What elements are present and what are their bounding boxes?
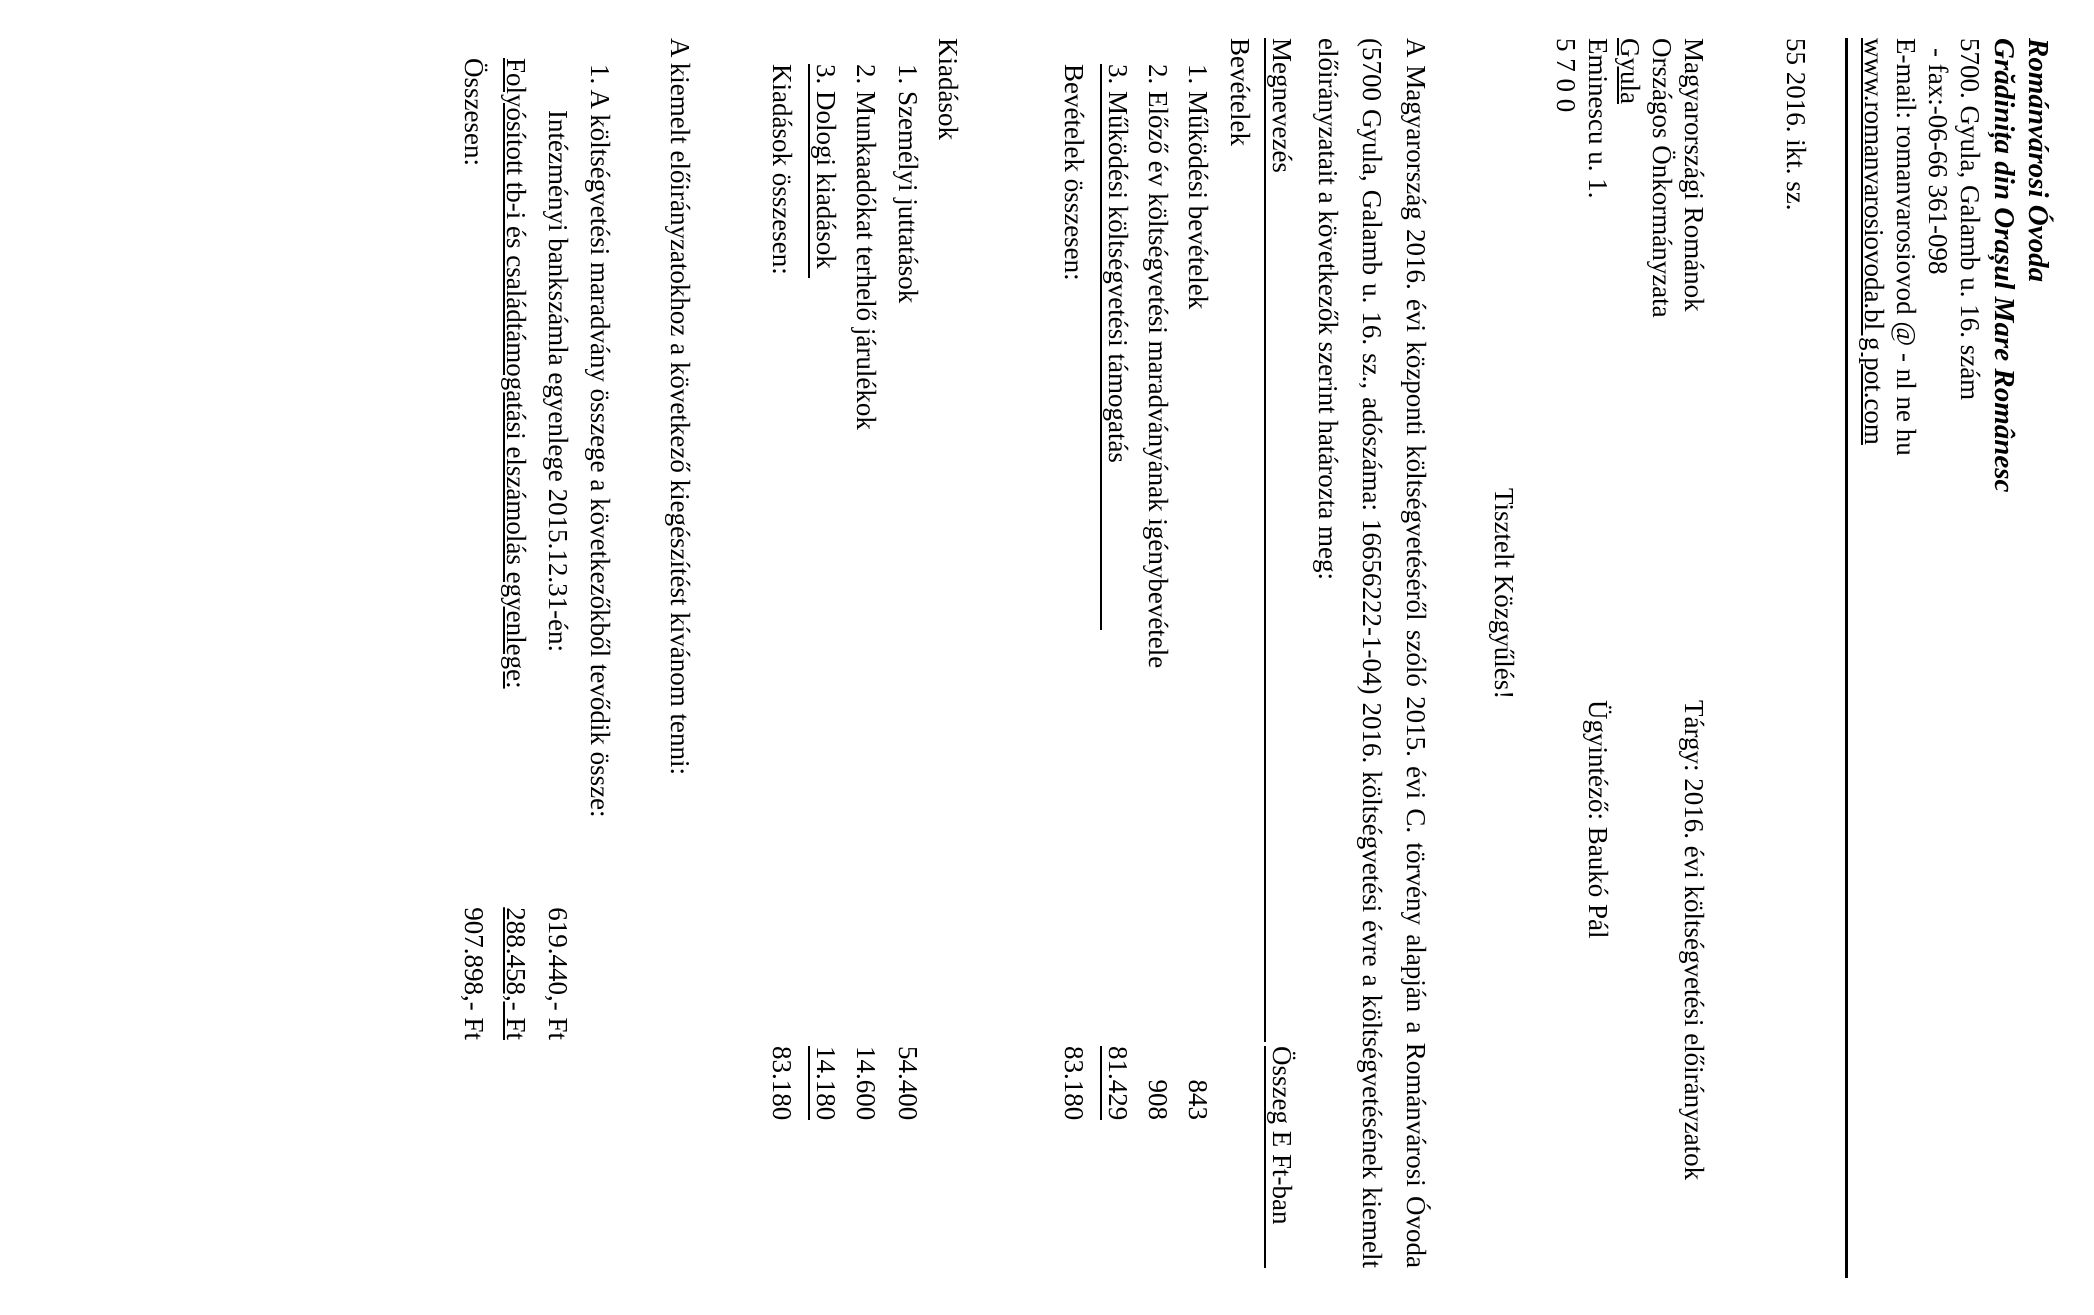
intro-paragraph: A Magyarország 2016. évi központi költségvetéséről szóló 2015. évi C. törvény alapján a Románvárosi Óvoda (5700 Gyula, Galamb u. 16. sz., adószáma: 16656222-1-04) 2016. költségvetési évre a költségvetésének kiemelt előirányzatait a következők szerint határozta meg: xyxy=(1313,38,1431,1268)
recipient-line-4: Eminescu u. 1. xyxy=(1583,38,1613,199)
expense-subtotal-rule-right xyxy=(808,1046,810,1120)
revenue-row-label: 1. Működési bevételek xyxy=(1183,64,1213,310)
revenue-row-label: 2. Előző év költségvetési maradványának igénybevétele xyxy=(1143,64,1173,669)
expenses-title: Kiadások xyxy=(933,38,963,140)
revenue-row-value: 908 xyxy=(1143,1079,1173,1120)
revenues-title: Bevételek xyxy=(1225,38,1255,146)
expense-row-label: 2. Munkaadókat terhelő járulékok xyxy=(851,64,881,430)
subject-line: Tárgy: 2016. évi költségvetési előirányzatok xyxy=(1679,700,1709,1181)
revenue-row-label: 3. Működési költségvetési támogatás xyxy=(1103,64,1133,463)
item-1-row-value: 619.440,- Ft xyxy=(543,907,573,1040)
recipient-line-3: Gyula xyxy=(1615,38,1645,104)
reference-number: 55 2016. ikt. sz. xyxy=(1781,38,1811,211)
letterhead-rule xyxy=(1845,38,1848,1278)
expense-subtotal-rule-left xyxy=(808,64,810,278)
table-header-rule-right xyxy=(1264,1046,1266,1268)
expense-row-label: 3. Dologi kiadások xyxy=(811,64,841,269)
expenses-total-value: 83.180 xyxy=(767,1046,797,1121)
expense-row-label: 1. Személyi juttatások xyxy=(893,64,923,304)
letterhead-address: 5700. Gyula, Galamb u. 16. szám xyxy=(1955,38,1985,401)
table-header-rule-left xyxy=(1264,38,1266,1042)
item-1-total-label: Összesen: xyxy=(459,58,489,166)
supplement-intro: A kiemelt előirányzatokhoz a következő kiegészítést kívánom tenni: xyxy=(665,38,695,776)
expense-row-value: 14.600 xyxy=(851,1046,881,1121)
item-1-row-label: Intézményi bankszámla egyenlege 2015.12.31-én: xyxy=(543,110,573,653)
table-header-name: Megnevezés xyxy=(1267,38,1297,173)
salutation: Tisztelt Közgyűlés! xyxy=(1489,488,1519,700)
institution-name-hu: Románvárosi Óvoda xyxy=(2022,38,2054,283)
recipient-line-2: Országos Önkormányzata xyxy=(1647,38,1677,318)
recipient-line-1: Magyarországi Románok xyxy=(1679,38,1709,312)
revenue-subtotal-rule-left xyxy=(1100,64,1102,630)
expenses-total-label: Kiadások összesen: xyxy=(767,64,797,275)
institution-name-ro: Grădinița din Orașul Mare Românesc xyxy=(1988,38,2020,493)
letterhead-fax: - fax:-06-66 361-098 xyxy=(1923,48,1953,275)
revenues-total-value: 83.180 xyxy=(1059,1046,1089,1121)
recipient-line-5: 5 7 0 0 xyxy=(1551,38,1581,113)
letterhead-email: E-mail: romanvarosiovod @ - nl ne hu xyxy=(1891,38,1921,456)
letterhead-web: www.romanvarosiovoda.bl g pot.com xyxy=(1859,38,1889,445)
item-1-row-value: 288.458,- Ft xyxy=(501,907,531,1040)
table-header-amount: Összeg E Ft-ban xyxy=(1267,1046,1297,1225)
revenue-row-value: 843 xyxy=(1183,1079,1213,1120)
item-1-total-value: 907.898,- Ft xyxy=(459,907,489,1040)
item-1-heading: 1. A költségvetési maradvány összege a következőkből tevődik össze: xyxy=(585,64,615,818)
revenues-total-label: Bevételek összesen: xyxy=(1059,64,1089,281)
item-1-row-label: Folyósított tb-i és családtámogatási elszámolás egyenlege: xyxy=(501,58,531,689)
handler-line: Ügyintéző: Baukó Pál xyxy=(1583,700,1613,939)
revenue-subtotal-rule-right xyxy=(1100,1046,1102,1120)
revenue-row-value: 81.429 xyxy=(1103,1046,1133,1121)
expense-row-value: 54.400 xyxy=(893,1046,923,1121)
expense-row-value: 14.180 xyxy=(811,1046,841,1121)
